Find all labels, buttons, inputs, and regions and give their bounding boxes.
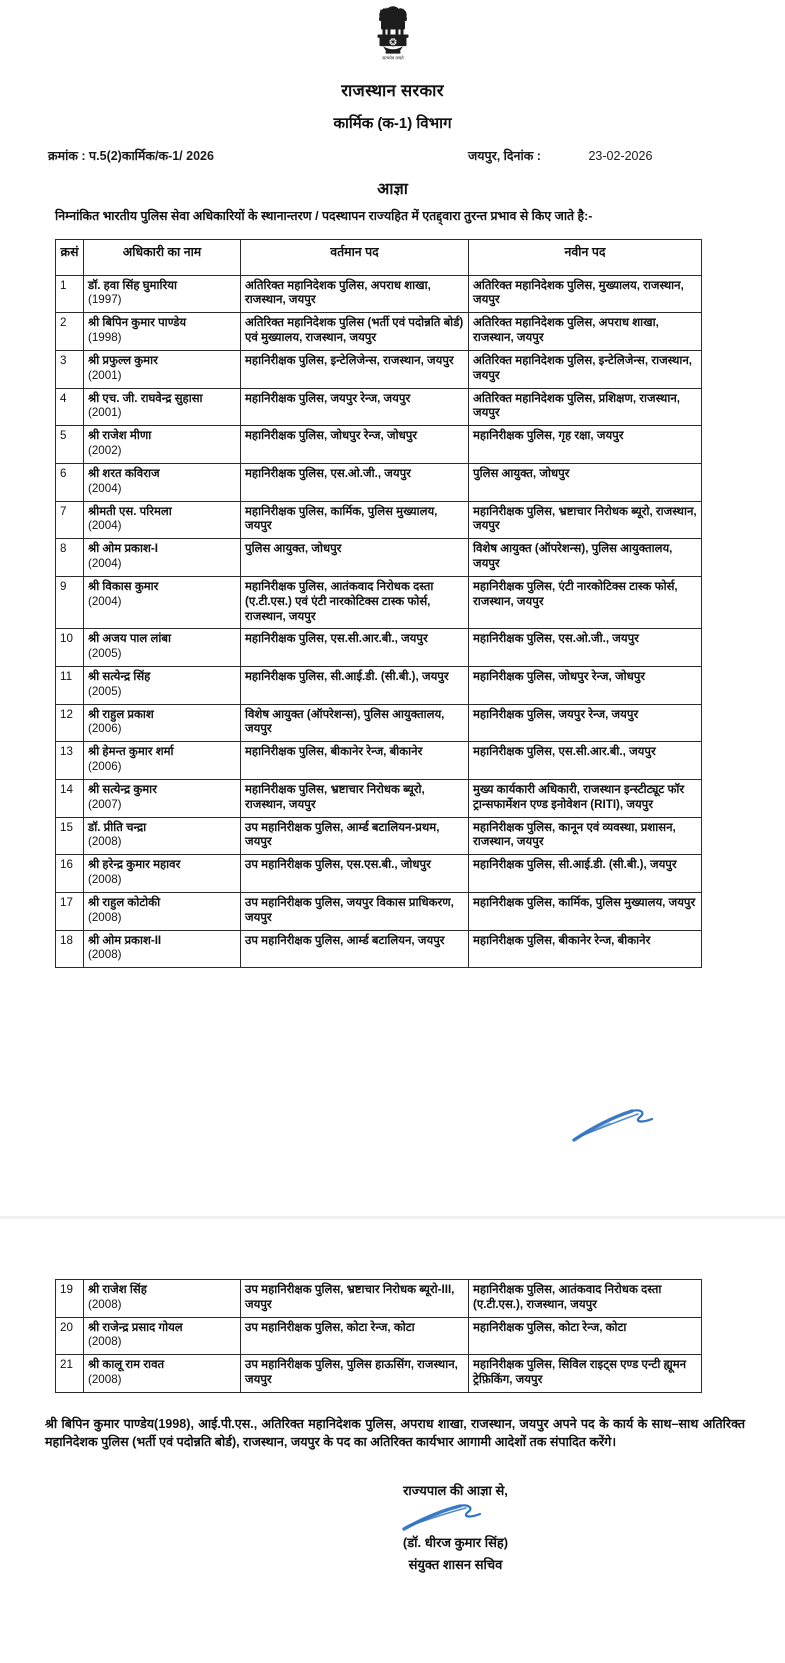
col-header-name: अधिकारी का नाम [84, 239, 241, 275]
col-header-serial: क्रसं [56, 239, 84, 275]
cell-serial: 14 [56, 779, 84, 817]
cell-serial: 2 [56, 313, 84, 351]
cell-serial: 17 [56, 892, 84, 930]
ashoka-emblem-icon [370, 6, 416, 64]
cell-current-post: उप महानिरीक्षक पुलिस, कोटा रेन्ज, कोटा [241, 1317, 469, 1355]
cell-officer-name [84, 779, 241, 817]
cell-serial: 6 [56, 463, 84, 501]
officer-name-text: श्री ओम प्रकाश-I [88, 542, 158, 556]
cell-serial: 1 [56, 275, 84, 313]
table-row [56, 388, 702, 426]
officer-name-text: श्री सत्येन्द्र सिंह [88, 670, 151, 683]
cell-current-post: उप महानिरीक्षक पुलिस, आर्म्ड बटालियन-प्रथम, जयपुर [241, 817, 469, 855]
officer-batch-year: (2004) [88, 519, 122, 533]
officer-name-text: श्री अजय पाल लांबा [88, 632, 171, 646]
cell-serial: 18 [56, 930, 84, 968]
officer-name-text: श्री एच. जी. राघवेन्द्र सुहासा [88, 391, 203, 405]
cell-new-post: महानिरीक्षक पुलिस, कार्मिक, पुलिस मुख्यालय, जयपुर [469, 892, 702, 930]
cell-new-post: अतिरिक्त महानिदेशक पुलिस, प्रशिक्षण, राजस्थान, जयपुर [469, 388, 702, 426]
officer-name-text: श्री सत्येन्द्र कुमार [88, 782, 157, 796]
officer-batch-year: (2008) [88, 1335, 122, 1349]
cell-current-post: उप महानिरीक्षक पुलिस, पुलिस हाऊसिंग, राजस्थान, जयपुर [241, 1355, 469, 1393]
officer-batch-year: (2004) [88, 481, 122, 495]
order-heading: आज्ञा [377, 181, 408, 198]
order-date-value: 23-02-2026 [588, 149, 653, 163]
table-row [56, 463, 702, 501]
cell-new-post: महानिरीक्षक पुलिस, आतंकवाद निरोधक दस्ता (ए.टी.एस.), राजस्थान, जयपुर [469, 1280, 702, 1318]
handwritten-signature-icon [566, 1098, 686, 1146]
cell-current-post: महानिरीक्षक पुलिस, आतंकवाद निरोधक दस्ता (ए.टी.एस.) एवं एंटी नारकोटिक्स टास्क फोर्स, राजस्थान, जयपुर [241, 576, 469, 628]
officer-name-text: श्री राजेश सिंह [88, 1283, 147, 1296]
cell-officer-name [84, 313, 241, 351]
order-meta-row [0, 147, 785, 167]
table-row [56, 313, 702, 351]
cell-serial: 12 [56, 704, 84, 742]
table-row [56, 892, 702, 930]
officer-name-text: श्री शरत कविराज [88, 466, 160, 480]
cell-current-post: महानिरीक्षक पुलिस, कार्मिक, पुलिस मुख्यालय, जयपुर [241, 501, 469, 539]
cell-new-post: महानिरीक्षक पुलिस, सिविल राइट्स एण्ड एन्टी ह्यूमन ट्रेफ़िकिंग, जयपुर [469, 1355, 702, 1393]
cell-new-post: महानिरीक्षक पुलिस, जयपुर रेन्ज, जयपुर [469, 704, 702, 742]
cell-new-post: विशेष आयुक्त (ऑपरेशन्स), पुलिस आयुक्तालय, जयपुर [469, 539, 702, 577]
cell-new-post: महानिरीक्षक पुलिस, भ्रष्टाचार निरोधक ब्यूरो, राजस्थान, जयपुर [469, 501, 702, 539]
closing-paragraph: श्री बिपिन कुमार पाण्डेय(1998), आई.पी.एस., अतिरिक्त महानिदेशक पुलिस, अपराध शाखा, राजस्थान, जयपुर अपने पद के कार्य के साथ–साथ अतिरिक्त महानिदेशक पुलिस (भर्ती एवं पदोन्नति बोर्ड), राजस्थान, जयपुर के पद का अतिरिक्त कार्यभार आगामी आदेशों तक संपादित करेंगे। [45, 1416, 745, 1450]
cell-serial: 13 [56, 742, 84, 780]
cell-new-post: अतिरिक्त महानिदेशक पुलिस, अपराध शाखा, राजस्थान, जयपुर [469, 313, 702, 351]
table-row [56, 742, 702, 780]
cell-new-post: महानिरीक्षक पुलिस, जोधपुर रेन्ज, जोधपुर [469, 667, 702, 705]
file-number-value: प.5(2)कार्मिक/क-1/ 2026 [89, 149, 214, 163]
cell-serial: 4 [56, 388, 84, 426]
officer-name-text: श्रीमती एस. परिमला [88, 504, 172, 518]
cell-officer-name [84, 817, 241, 855]
cell-new-post: महानिरीक्षक पुलिस, कानून एवं व्यवस्था, प्रशासन, राजस्थान, जयपुर [469, 817, 702, 855]
table-row [56, 501, 702, 539]
cell-new-post: अतिरिक्त महानिदेशक पुलिस, इन्टेलिजेन्स, राजस्थान, जयपुर [469, 350, 702, 388]
cell-serial: 15 [56, 817, 84, 855]
table-row [56, 817, 702, 855]
officer-name-text: श्री प्रफुल्ल कुमार [88, 353, 158, 367]
cell-officer-name [84, 1317, 241, 1355]
officer-name-text: डॉ. प्रीति चन्द्रा [88, 820, 147, 834]
table-row [56, 539, 702, 577]
cell-officer-name [84, 350, 241, 388]
cell-new-post: महानिरीक्षक पुलिस, बीकानेर रेन्ज, बीकानेर [469, 930, 702, 968]
intro-paragraph: निम्नांकित भारतीय पुलिस सेवा अधिकारियों के स्थानान्तरण / पदस्थापन राज्यहित में एतद्द्वारा तुरन्त प्रभाव से किए जाते है:- [55, 209, 593, 223]
cell-current-post: महानिरीक्षक पुलिस, इन्टेलिजेन्स, राजस्थान, जयपुर [241, 350, 469, 388]
cell-current-post: महानिरीक्षक पुलिस, भ्रष्टाचार निरोधक ब्यूरो, राजस्थान, जयपुर [241, 779, 469, 817]
officer-name-text: श्री बिपिन कुमार पाण्डेय [88, 316, 187, 330]
by-order-of-governor: राज्यपाल की आज्ञा से, [403, 1483, 508, 1499]
table-row [56, 779, 702, 817]
officer-name-text: श्री विकास कुमार [88, 579, 159, 593]
cell-officer-name [84, 539, 241, 577]
officer-name-text: श्री कालू राम रावत [88, 1358, 165, 1372]
cell-current-post: उप महानिरीक्षक पुलिस, भ्रष्टाचार निरोधक ब्यूरो-III, जयपुर [241, 1280, 469, 1318]
transfer-table-page1-body [56, 275, 702, 968]
file-number-label: क्रमांक : [48, 149, 86, 163]
cell-serial: 11 [56, 667, 84, 705]
cell-officer-name [84, 576, 241, 628]
emblem-container [0, 0, 785, 64]
table-row [56, 275, 702, 313]
cell-officer-name [84, 930, 241, 968]
signatory-name: (डॉ. धीरज कुमार सिंह) [402, 1535, 509, 1551]
officer-batch-year: (2006) [88, 760, 122, 774]
officer-batch-year: (2008) [88, 948, 122, 962]
cell-current-post: विशेष आयुक्त (ऑपरेशन्स), पुलिस आयुक्तालय, जयपुर [241, 704, 469, 742]
cell-officer-name [84, 892, 241, 930]
officer-name-text: श्री राजेन्द्र प्रसाद गोयल [88, 1320, 183, 1334]
cell-current-post: महानिरीक्षक पुलिस, एस.सी.आर.बी., जयपुर [241, 629, 469, 667]
officer-name-text: श्री हेमन्त कुमार शर्मा [88, 745, 174, 759]
officer-batch-year: (2008) [88, 1297, 122, 1311]
cell-serial: 7 [56, 501, 84, 539]
officer-batch-year: (1998) [88, 331, 122, 345]
government-title: राजस्थान सरकार [341, 82, 444, 100]
file-number [48, 147, 214, 164]
cell-officer-name [84, 704, 241, 742]
table-row [56, 930, 702, 968]
signature-block [0, 1481, 785, 1595]
document-page-2 [0, 1279, 785, 1663]
signature-graphic-container [0, 1499, 761, 1535]
cell-current-post: पुलिस आयुक्त, जोधपुर [241, 539, 469, 577]
cell-current-post: महानिरीक्षक पुलिस, सी.आई.डी. (सी.बी.), जयपुर [241, 667, 469, 705]
table-row [56, 350, 702, 388]
table-row [56, 629, 702, 667]
officer-batch-year: (2008) [88, 1373, 122, 1387]
transfer-table-page1-wrapper [55, 239, 701, 969]
cell-serial: 3 [56, 350, 84, 388]
cell-current-post: महानिरीक्षक पुलिस, जोधपुर रेन्ज, जोधपुर [241, 426, 469, 464]
cell-officer-name [84, 1355, 241, 1393]
officer-batch-year: (2001) [88, 406, 122, 420]
cell-serial: 9 [56, 576, 84, 628]
page-separator [0, 1216, 785, 1219]
officer-name-text: श्री ओम प्रकाश-II [88, 933, 162, 947]
officer-name-text: डॉ. हवा सिंह घुमारिया [88, 278, 177, 292]
cell-officer-name [84, 426, 241, 464]
cell-new-post: अतिरिक्त महानिदेशक पुलिस, मुख्यालय, राजस्थान, जयपुर [469, 275, 702, 313]
table-row [56, 426, 702, 464]
table-row [56, 1317, 702, 1355]
table-row [56, 1280, 702, 1318]
cell-new-post: पुलिस आयुक्त, जोधपुर [469, 463, 702, 501]
place-date-label: जयपुर, दिनांक : [468, 149, 541, 163]
table-row [56, 667, 702, 705]
officer-batch-year: (2007) [88, 797, 122, 811]
cell-current-post: महानिरीक्षक पुलिस, एस.ओ.जी., जयपुर [241, 463, 469, 501]
table-header-row [56, 239, 702, 275]
officer-batch-year: (2004) [88, 594, 122, 608]
col-header-new: नवीन पद [469, 239, 702, 275]
officer-name-text: श्री राहुल कोटोकी [88, 895, 161, 909]
officer-batch-year: (2001) [88, 368, 122, 382]
place-date [468, 147, 652, 164]
cell-current-post: महानिरीक्षक पुलिस, बीकानेर रेन्ज, बीकानेर [241, 742, 469, 780]
cell-officer-name [84, 667, 241, 705]
cell-current-post: उप महानिरीक्षक पुलिस, एस.एस.बी., जोधपुर [241, 855, 469, 893]
cell-serial: 16 [56, 855, 84, 893]
officer-name-text: श्री राजेश मीणा [88, 429, 152, 443]
cell-new-post: महानिरीक्षक पुलिस, कोटा रेन्ज, कोटा [469, 1317, 702, 1355]
officer-batch-year: (1997) [88, 293, 122, 307]
cell-serial: 20 [56, 1317, 84, 1355]
officer-batch-year: (2004) [88, 557, 122, 571]
cell-officer-name [84, 501, 241, 539]
officer-batch-year: (2006) [88, 722, 122, 736]
cell-officer-name [84, 463, 241, 501]
cell-new-post: महानिरीक्षक पुलिस, एस.सी.आर.बी., जयपुर [469, 742, 702, 780]
cell-new-post: महानिरीक्षक पुलिस, सी.आई.डी. (सी.बी.), जयपुर [469, 855, 702, 893]
cell-new-post: महानिरीक्षक पुलिस, गृह रक्षा, जयपुर [469, 426, 702, 464]
table-row [56, 704, 702, 742]
cell-officer-name [84, 1280, 241, 1318]
officer-batch-year: (2002) [88, 444, 122, 458]
cell-current-post: उप महानिरीक्षक पुलिस, आर्म्ड बटालियन, जयपुर [241, 930, 469, 968]
emblem-motto: सत्यमेव जयते [381, 55, 404, 61]
transfer-table-page1 [55, 239, 702, 969]
cell-serial: 19 [56, 1280, 84, 1318]
officer-batch-year: (2005) [88, 647, 122, 661]
officer-batch-year: (2008) [88, 835, 122, 849]
cell-serial: 8 [56, 539, 84, 577]
cell-officer-name [84, 629, 241, 667]
signatory-designation: संयुक्त शासन सचिव [408, 1557, 503, 1573]
officer-name-text: श्री हरेन्द्र कुमार महावर [88, 858, 181, 872]
cell-officer-name [84, 275, 241, 313]
table-row [56, 1355, 702, 1393]
transfer-table-page2-body [56, 1280, 702, 1393]
cell-serial: 5 [56, 426, 84, 464]
cell-officer-name [84, 742, 241, 780]
transfer-table-page2-wrapper [55, 1279, 701, 1393]
cell-new-post: मुख्य कार्यकारी अधिकारी, राजस्थान इन्स्टीट्यूट फॉर ट्रान्सफार्मेशन एण्ड इनोवेशन (RITI), जयपुर [469, 779, 702, 817]
officer-batch-year: (2005) [88, 684, 122, 698]
cell-current-post: अतिरिक्त महानिदेशक पुलिस (भर्ती एवं पदोन्नति बोर्ड) एवं मुख्यालय, राजस्थान, जयपुर [241, 313, 469, 351]
transfer-table-page2 [55, 1279, 702, 1393]
cell-officer-name [84, 388, 241, 426]
department-title: कार्मिक (क-1) विभाग [333, 115, 452, 132]
cell-current-post: महानिरीक्षक पुलिस, जयपुर रेन्ज, जयपुर [241, 388, 469, 426]
col-header-current: वर्तमान पद [241, 239, 469, 275]
officer-name-text: श्री राहुल प्रकाश [88, 707, 154, 721]
cell-current-post: अतिरिक्त महानिदेशक पुलिस, अपराध शाखा, राजस्थान, जयपुर [241, 275, 469, 313]
cell-officer-name [84, 855, 241, 893]
cell-serial: 21 [56, 1355, 84, 1393]
cell-current-post: उप महानिरीक्षक पुलिस, जयपुर विकास प्राधिकरण, जयपुर [241, 892, 469, 930]
cell-new-post: महानिरीक्षक पुलिस, एस.ओ.जी., जयपुर [469, 629, 702, 667]
officer-batch-year: (2008) [88, 910, 122, 924]
table-row [56, 855, 702, 893]
officer-batch-year: (2008) [88, 873, 122, 887]
table-row [56, 576, 702, 628]
cell-serial: 10 [56, 629, 84, 667]
handwritten-signature-icon [396, 1499, 516, 1535]
cell-new-post: महानिरीक्षक पुलिस, एंटी नारकोटिक्स टास्क फोर्स, राजस्थान, जयपुर [469, 576, 702, 628]
